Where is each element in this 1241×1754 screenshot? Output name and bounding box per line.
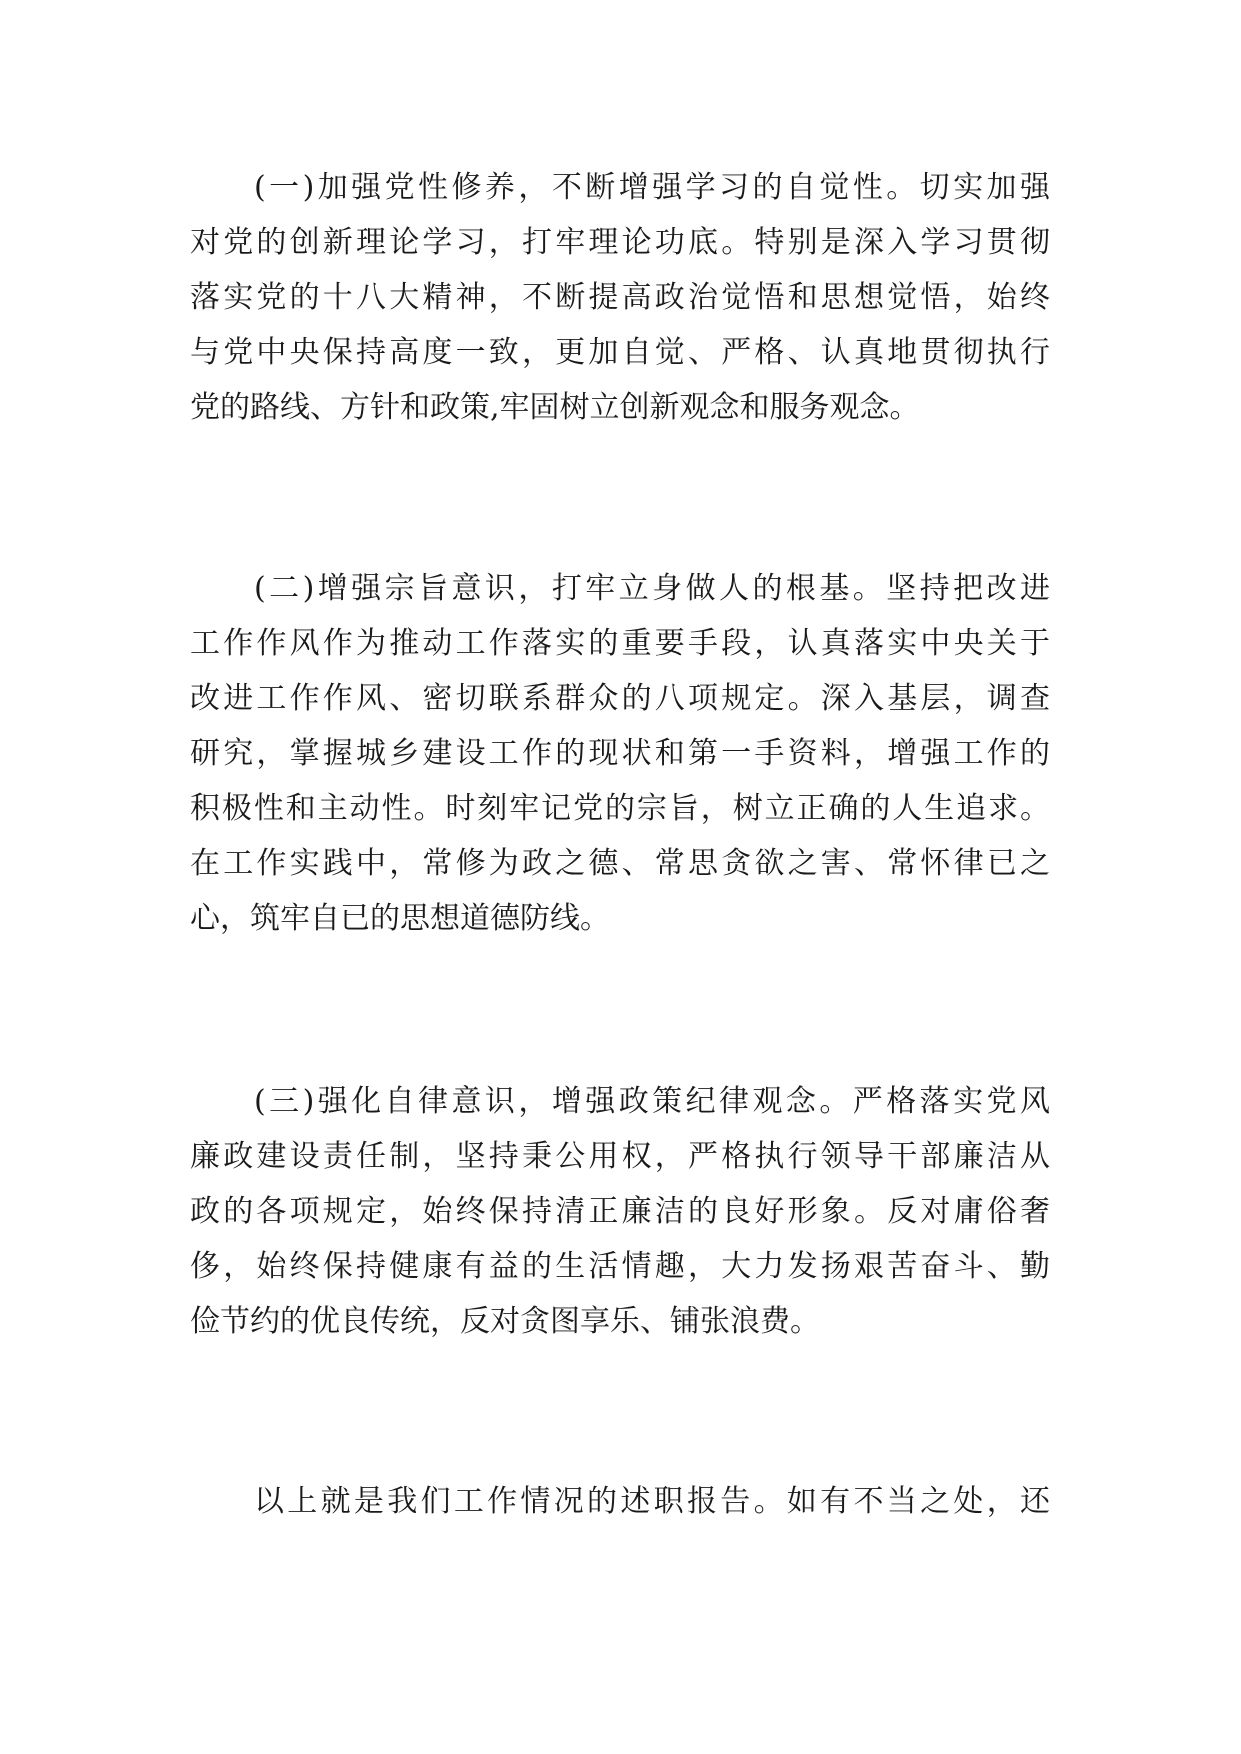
paragraph-2-line-4: 研究，掌握城乡建设工作的现状和第一手资料，增强工作的 bbox=[190, 736, 1050, 771]
paragraph-2-line-6: 在工作实践中，常修为政之德、常思贪欲之害、常怀律已之 bbox=[190, 846, 1050, 881]
paragraph-2-line-1: (二)增强宗旨意识，打牢立身做人的根基。坚持把改进 bbox=[254, 571, 1050, 606]
paragraph-1-line-5: 党的路线、方针和政策,牢固树立创新观念和服务观念。 bbox=[190, 390, 920, 425]
paragraph-1-line-3: 落实党的十八大精神，不断提高政治觉悟和思想觉悟，始终 bbox=[190, 280, 1050, 315]
paragraph-2-line-2: 工作作风作为推动工作落实的重要手段，认真落实中央关于 bbox=[190, 626, 1050, 661]
paragraph-2-line-3: 改进工作作风、密切联系群众的八项规定。深入基层，调查 bbox=[190, 681, 1050, 716]
paragraph-3-line-4: 侈，始终保持健康有益的生活情趣，大力发扬艰苦奋斗、勤 bbox=[190, 1249, 1050, 1284]
paragraph-1-line-4: 与党中央保持高度一致，更加自觉、严格、认真地贯彻执行 bbox=[190, 335, 1050, 370]
paragraph-3-line-3: 政的各项规定，始终保持清正廉洁的良好形象。反对庸俗奢 bbox=[190, 1194, 1050, 1229]
paragraph-3-line-5: 俭节约的优良传统，反对贪图享乐、铺张浪费。 bbox=[190, 1304, 820, 1339]
paragraph-2-line-5: 积极性和主动性。时刻牢记党的宗旨，树立正确的人生追求。 bbox=[190, 791, 1050, 826]
paragraph-3-line-1: (三)强化自律意识，增强政策纪律观念。严格落实党风 bbox=[254, 1084, 1050, 1119]
paragraph-1-line-2: 对党的创新理论学习，打牢理论功底。特别是深入学习贯彻 bbox=[190, 225, 1050, 260]
paragraph-1-line-1: (一)加强党性修养，不断增强学习的自觉性。切实加强 bbox=[254, 170, 1050, 205]
paragraph-4-line-1: 以上就是我们工作情况的述职报告。如有不当之处，还 bbox=[254, 1484, 1050, 1519]
paragraph-3-line-2: 廉政建设责任制，坚持秉公用权，严格执行领导干部廉洁从 bbox=[190, 1139, 1050, 1174]
paragraph-2-line-7: 心，筑牢自已的思想道德防线。 bbox=[190, 901, 610, 936]
